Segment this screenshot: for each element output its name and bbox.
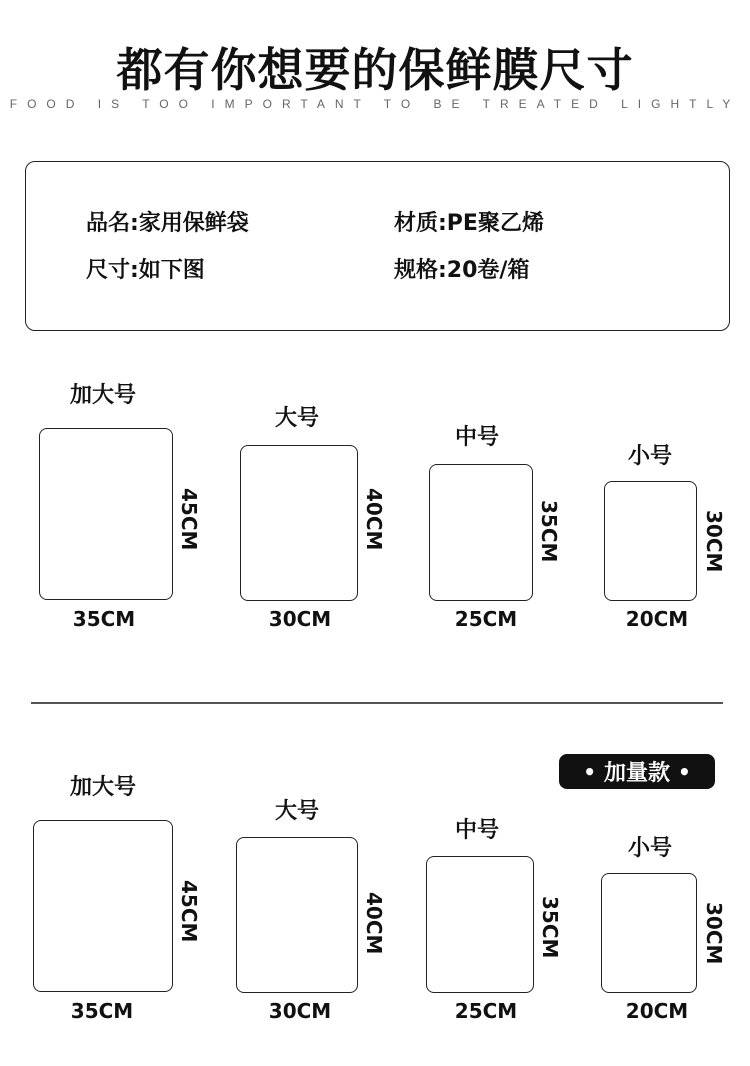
thick-edition-badge — [559, 754, 715, 789]
height-label-xl: 45CM — [177, 488, 201, 551]
thick-size-name-s: 小号 — [628, 836, 673, 861]
thick-width-label-l: 30CM — [268, 999, 332, 1023]
bag-outline-m — [429, 464, 533, 601]
badge-dot-left: • — [583, 759, 596, 784]
width-label-s: 20CM — [625, 607, 689, 631]
thick-height-label-s: 30CM — [702, 902, 726, 965]
thick-width-label-m: 25CM — [454, 999, 518, 1023]
size-name-s: 小号 — [628, 444, 673, 469]
badge-dot-right: • — [678, 759, 691, 784]
width-label-xl: 35CM — [72, 607, 136, 631]
thick-size-name-m: 中号 — [455, 818, 500, 843]
height-label-m: 35CM — [537, 500, 561, 563]
size-name-m: 中号 — [455, 425, 500, 450]
bag-outline-s — [604, 481, 697, 601]
page-subtitle: FOOD IS TOO IMPORTANT TO BE TREATED LIGHTLY — [9, 97, 741, 111]
product-spec: 规格:20卷/箱 — [394, 258, 530, 283]
badge-label: 加量款 — [603, 761, 670, 786]
height-label-l: 40CM — [362, 488, 386, 551]
thick-height-label-l: 40CM — [362, 892, 386, 955]
thick-bag-outline-m — [426, 856, 534, 993]
thick-height-label-xl: 45CM — [177, 880, 201, 943]
product-material: 材质:PE聚乙烯 — [394, 211, 544, 236]
product-name: 品名:家用保鲜袋 — [86, 211, 249, 236]
bag-outline-l — [240, 445, 358, 601]
section-divider — [31, 702, 723, 704]
page-title: 都有你想要的保鲜膜尺寸 — [116, 43, 634, 97]
product-info-box — [25, 161, 730, 331]
bag-outline-xl — [39, 428, 173, 600]
size-name-xl: 加大号 — [70, 383, 137, 408]
thick-width-label-xl: 35CM — [70, 999, 134, 1023]
width-label-l: 30CM — [268, 607, 332, 631]
thick-size-name-l: 大号 — [275, 799, 320, 824]
thick-bag-outline-s — [601, 873, 697, 993]
thick-height-label-m: 35CM — [538, 896, 562, 959]
thick-bag-outline-xl — [33, 820, 173, 992]
width-label-m: 25CM — [454, 607, 518, 631]
size-name-l: 大号 — [275, 406, 320, 431]
thick-size-name-xl: 加大号 — [70, 775, 137, 800]
product-size: 尺寸:如下图 — [86, 258, 205, 283]
thick-width-label-s: 20CM — [625, 999, 689, 1023]
height-label-s: 30CM — [702, 510, 726, 573]
thick-bag-outline-l — [236, 837, 358, 993]
